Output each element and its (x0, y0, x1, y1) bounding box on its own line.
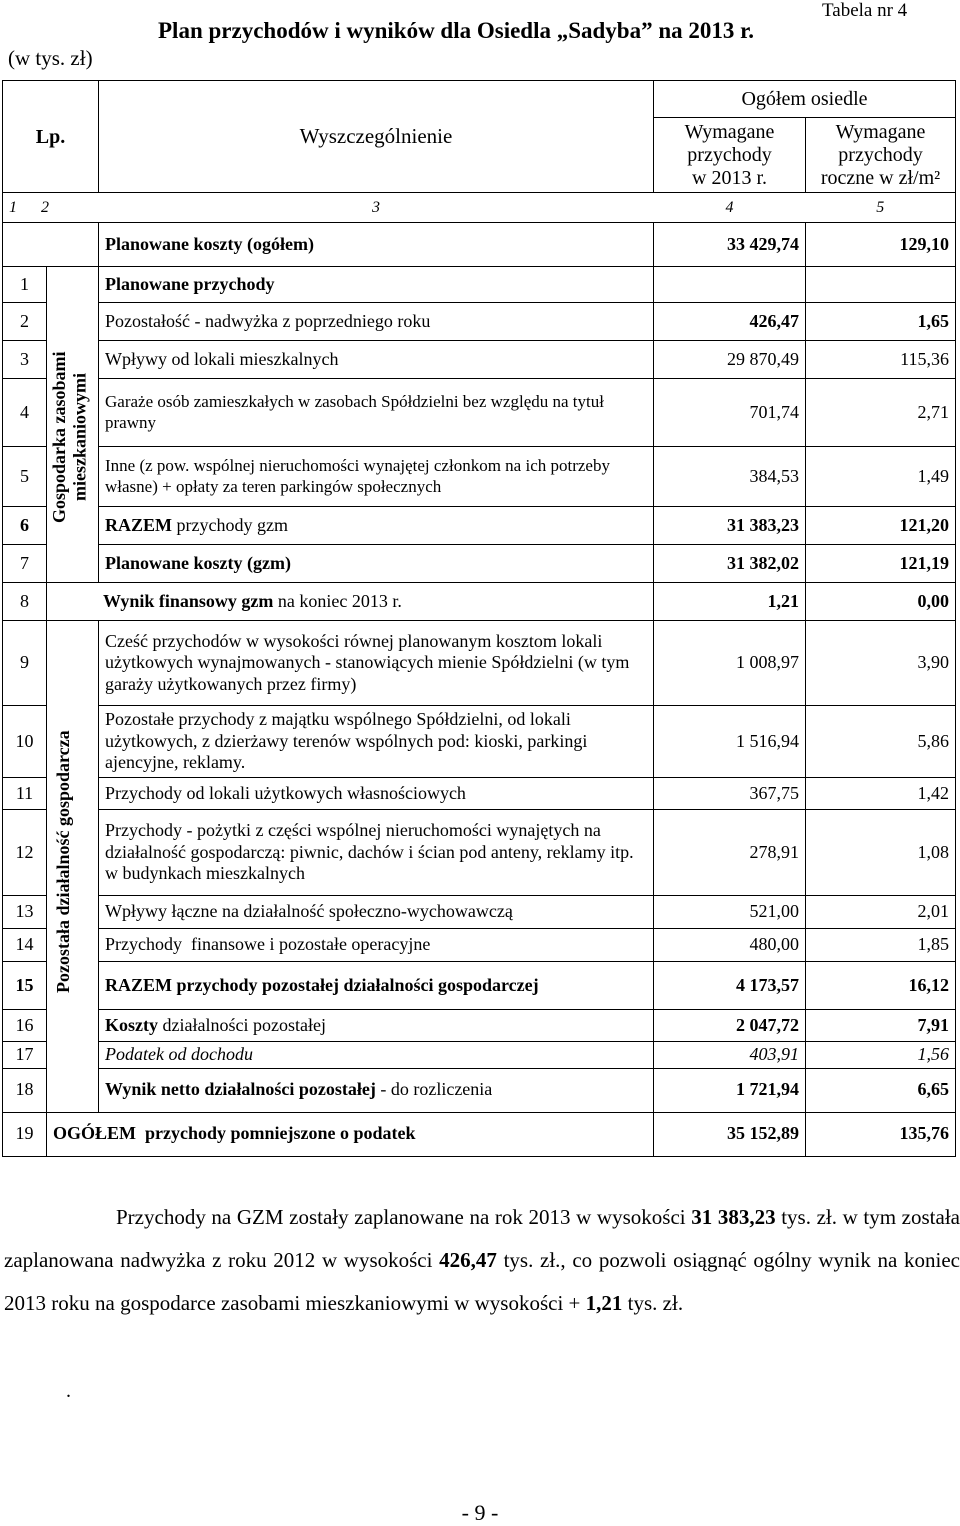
table-row: 18 Wynik netto działalności pozostałej - do rozliczenia 1 721,94 6,65 (3, 1068, 956, 1112)
table-row: 2 Pozostałość - nadwyżka z poprzedniego roku 426,47 1,65 (3, 303, 956, 341)
table-row: 15 RAZEM przychody pozostałej działalności gospodarczej 4 173,57 16,12 (3, 962, 956, 1010)
table-row: 12 Przychody - pożytki z części wspólnej nieruchomości wynajętych na działalność gospodarczą: piwnic, dachów i ścian pod anteny, reklamy itp. w budynkach mieszkalnych 278,91 1,08 (3, 810, 956, 896)
table-row: 9 Pozostała działalność gospodarcza Cześć przychodów w wysokości równej planowanym kosztom lokali użytkowych wynajmowanych - stanowiących mienie Spółdzielni (w tym garaży użytkowanych przez firmy) 1 008,97 3,90 (3, 621, 956, 706)
table-row: 17 Podatek od dochodu 403,91 1,56 (3, 1042, 956, 1069)
table-row: 1 Gospodarka zasobami mieszkaniowymi Planowane przychody (3, 267, 956, 303)
page-title: Plan przychodów i wyników dla Osiedla „Sadyba” na 2013 r. (158, 18, 754, 43)
table-row: 3 Wpływy od lokali mieszkalnych 29 870,49 115,36 (3, 341, 956, 379)
stray-dot: . (66, 1380, 71, 1402)
table-row: 13 Wpływy łączne na działalność społeczno-wychowawczą 521,00 2,01 (3, 896, 956, 929)
table-row: 6 RAZEM przychody gzm 31 383,23 121,20 (3, 507, 956, 545)
col-desc: Wyszczególnienie (99, 81, 654, 193)
table-row: 11 Przychody od lokali użytkowych własnościowych 367,75 1,42 (3, 778, 956, 810)
col-required: Wymagane przychody w 2013 r. (654, 118, 806, 193)
table-number: Tabela nr 4 (822, 0, 908, 21)
table-row-total: 19 OGÓŁEM przychody pomniejszone o podatek 35 152,89 135,76 (3, 1112, 956, 1156)
page-number: - 9 - (461, 1500, 499, 1525)
table-row: 4 Garaże osób zamieszkałych w zasobach Spółdzielni bez względu na tytuł prawny 701,74 2,71 (3, 379, 956, 447)
table-row: 7 Planowane koszty (gzm) 31 382,02 121,19 (3, 545, 956, 583)
col-group: Ogółem osiedle (654, 81, 956, 118)
table-row: Planowane koszty (ogółem) 33 429,74 129,10 (3, 223, 956, 267)
col-annual: Wymagane przychody roczne w zł/m² (806, 118, 956, 193)
summary-paragraph: Przychody na GZM zostały zaplanowane na rok 2013 w wysokości 31 383,23 tys. zł. w tym została zaplanowana nadwyżka z roku 2012 w wysokości 426,47 tys. zł., co pozwoli osiągnąć ogólny wynik na koniec 2013 roku na gospodarce zasobami mieszkaniowymi w wysokości + 1,21 tys. zł. (4, 1205, 960, 1315)
col-lp: Lp. (3, 81, 99, 193)
table-row: 14 Przychody finansowe i pozostałe operacyjne 480,00 1,85 (3, 929, 956, 962)
header-row-group (3, 81, 956, 118)
table-row: 10 Pozostałe przychody z majątku wspólnego Spółdzielni, od lokali użytkowych, z dzierżawy terenów wspólnych pod: kioski, parkingi ajencyjne, reklamy. 1 516,94 5,86 (3, 706, 956, 778)
table-row: 5 Inne (z pow. wspólnej nieruchomości wynajętej członkom na ich potrzeby własne) + opłaty za teren parkingów społecznych 384,53 1,49 (3, 447, 956, 507)
unit-note: (w tys. zł) (8, 46, 93, 70)
table-row: 8 Wynik finansowy gzm na koniec 2013 r. 1,21 0,00 (3, 583, 956, 621)
revenue-table (2, 80, 956, 1157)
table-row: 16 Koszty działalności pozostałej 2 047,72 7,91 (3, 1010, 956, 1042)
side-label-other: Pozostała działalność gospodarcza (47, 621, 99, 1113)
column-number-row: 1 2 3 4 5 (3, 193, 956, 223)
side-label-gzm: Gospodarka zasobami mieszkaniowymi (47, 267, 99, 583)
